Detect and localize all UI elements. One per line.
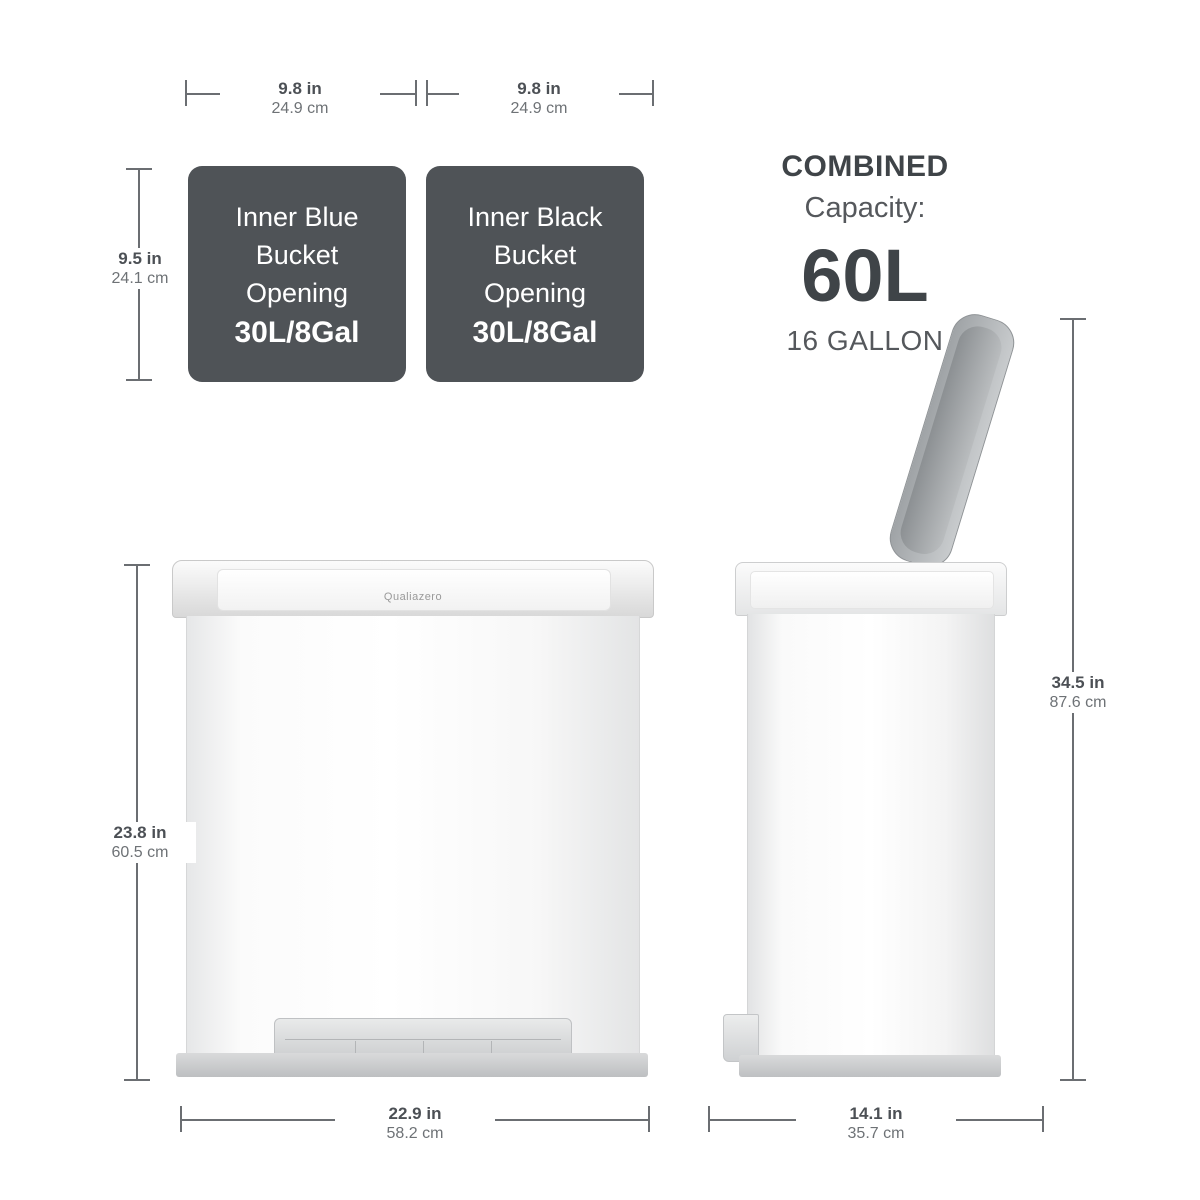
side-height-tick-bottom: [1060, 1079, 1086, 1081]
top-left-dimension-label: 9.8 in 24.9 cm: [220, 78, 380, 119]
side-base: [739, 1055, 1001, 1077]
opening-height-label: 9.5 in 24.1 cm: [88, 248, 192, 289]
front-height-label: 23.8 in 60.5 cm: [84, 822, 196, 863]
top-right-tick-end: [652, 80, 654, 106]
front-lid: [172, 560, 654, 618]
card-line-2: Bucket: [493, 239, 577, 270]
card-line-1: Inner Blue: [235, 201, 359, 232]
side-width-label: 14.1 in 35.7 cm: [796, 1103, 956, 1144]
front-lid-inner-panel: [217, 569, 611, 611]
side-collar-inner-panel: [750, 571, 994, 609]
side-collar: [735, 562, 1007, 616]
inner-blue-bucket-card: [188, 166, 406, 382]
front-width-label: 22.9 in 58.2 cm: [335, 1103, 495, 1144]
side-height-label: 34.5 in 87.6 cm: [1022, 672, 1134, 713]
pedal-detail-line: [285, 1039, 561, 1040]
card-line-3: Opening: [245, 278, 349, 309]
side-lid-inner: [896, 321, 1007, 559]
front-height-tick-bottom: [124, 1079, 150, 1081]
card-line-2: Bucket: [255, 239, 339, 270]
combined-subheading: Capacity:: [804, 192, 926, 224]
opening-height-tick-bottom: [126, 379, 152, 381]
side-lid-open: [884, 308, 1020, 572]
top-left-tick-end: [415, 80, 417, 106]
front-base: [176, 1053, 648, 1077]
trash-can-front-view: [148, 560, 676, 1090]
card-capacity: 30L/8Gal: [234, 316, 360, 350]
combined-gallons: 16 GALLON: [786, 325, 944, 356]
card-line-1: Inner Black: [467, 201, 603, 232]
brand-logo: Qualiazero: [383, 591, 443, 603]
card-line-3: Opening: [483, 278, 587, 309]
trash-can-side-view: [715, 300, 1055, 1090]
inner-black-bucket-card: [426, 166, 644, 382]
card-capacity: 30L/8Gal: [472, 316, 598, 350]
front-width-tick-right: [648, 1106, 650, 1132]
top-right-dimension-label: 9.8 in 24.9 cm: [459, 78, 619, 119]
combined-heading: COMBINED: [781, 150, 949, 183]
front-body: [186, 616, 640, 1059]
side-width-tick-right: [1042, 1106, 1044, 1132]
side-body: [747, 614, 995, 1059]
combined-liters: 60L: [801, 234, 929, 317]
